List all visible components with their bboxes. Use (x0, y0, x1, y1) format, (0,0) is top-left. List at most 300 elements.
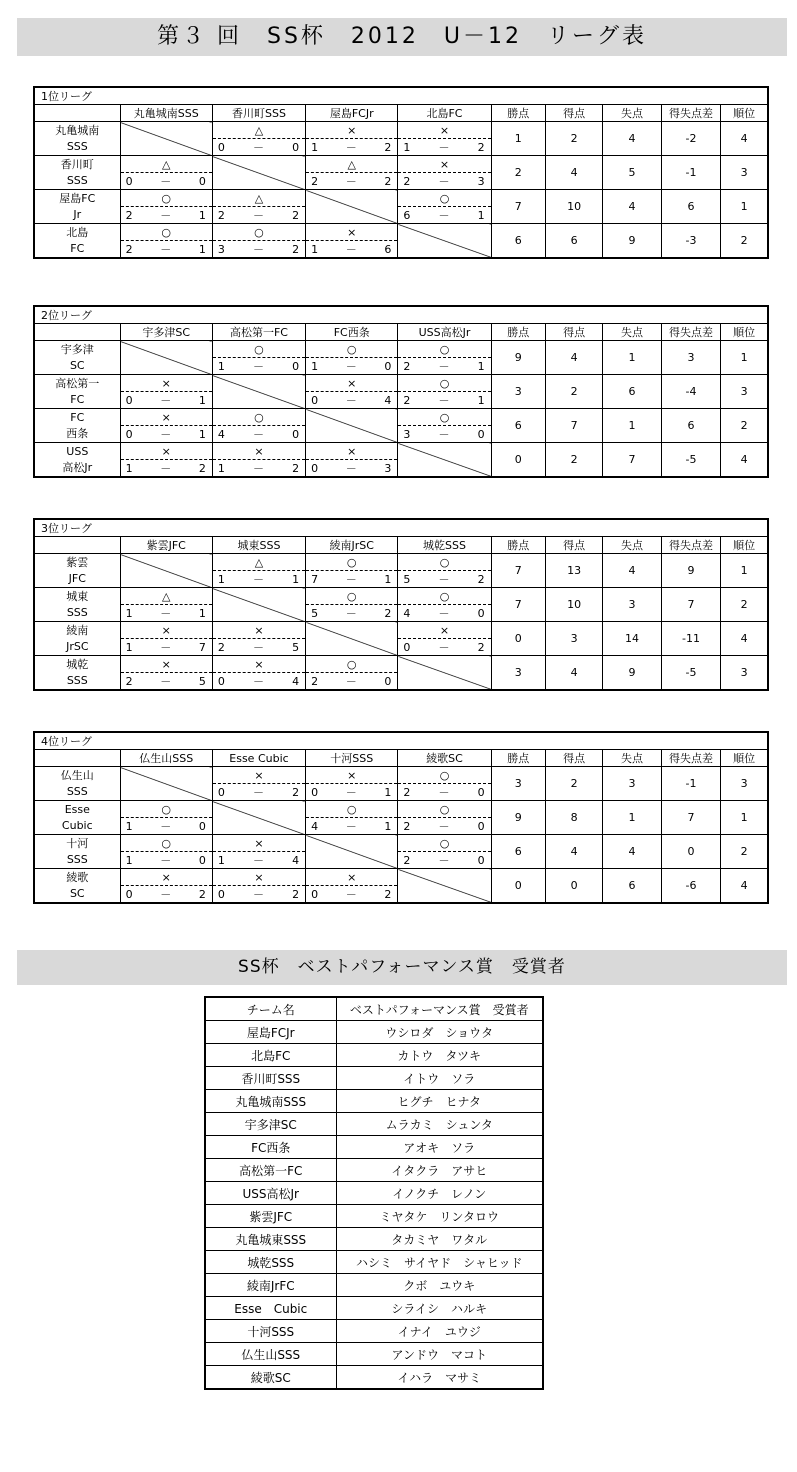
team-row (34, 156, 768, 173)
stat-value: 6 (491, 835, 545, 869)
row-team-name: 仏生山 (34, 767, 120, 784)
stat-value: -3 (661, 224, 720, 259)
score-dash: － (160, 427, 172, 441)
row-team-name-sub: Cubic (34, 818, 120, 835)
team-header: 城乾SSS (398, 537, 491, 554)
score-for: 2 (311, 174, 319, 188)
row-team-name-sub: SSS (34, 784, 120, 801)
awards-row (205, 1067, 543, 1090)
award-player: イトウ ソラ (336, 1067, 543, 1090)
stat-header: 得失点差 (661, 105, 720, 122)
result-symbol: × (306, 443, 398, 460)
stat-value: 7 (491, 588, 545, 622)
score-against: 7 (198, 640, 206, 654)
match-score (306, 818, 398, 835)
stat-header: 得失点差 (661, 324, 720, 341)
team-header: 高松第一FC (212, 324, 305, 341)
stat-value: 4 (545, 656, 602, 691)
self-match-cell (306, 622, 398, 656)
award-team: 屋島FCJr (205, 1021, 336, 1044)
score-against: 2 (384, 887, 392, 901)
match-score (306, 460, 398, 478)
result-symbol: ○ (398, 554, 491, 571)
award-player: ムラカミ シュンタ (336, 1113, 543, 1136)
score-against: 1 (384, 572, 392, 586)
score-for: 7 (311, 572, 319, 586)
match-score (306, 784, 398, 801)
stat-value: 4 (603, 122, 661, 156)
stat-header: 勝点 (491, 750, 545, 767)
stat-value: 1 (721, 190, 768, 224)
award-team: 高松第一FC (205, 1159, 336, 1182)
self-match-cell (120, 122, 212, 156)
result-symbol: ○ (212, 341, 305, 358)
score-dash: － (438, 853, 450, 867)
stat-value: 7 (603, 443, 661, 478)
match-score (306, 392, 398, 409)
result-symbol: × (120, 409, 212, 426)
result-symbol: ○ (398, 835, 491, 852)
score-for: 0 (125, 887, 133, 901)
score-for: 6 (403, 208, 411, 222)
result-symbol: ○ (306, 554, 398, 571)
result-symbol: ○ (398, 801, 491, 818)
score-dash: － (438, 359, 450, 373)
match-score (306, 241, 398, 259)
awards-header: ベストパフォーマンス賞 受賞者 (336, 997, 543, 1021)
score-dash: － (160, 242, 172, 256)
result-symbol: ○ (120, 224, 212, 241)
score-for: 2 (311, 674, 319, 688)
score-against: 1 (477, 393, 485, 407)
self-match-cell (306, 835, 398, 869)
stat-header: 順位 (721, 537, 768, 554)
stat-header: 得点 (545, 537, 602, 554)
team-header: 北島FC (398, 105, 491, 122)
result-symbol: × (306, 767, 398, 784)
self-match-cell (212, 375, 305, 409)
score-dash: － (160, 853, 172, 867)
league-title: 3位リーグ (34, 519, 768, 537)
score-dash: － (345, 572, 357, 586)
score-against: 0 (292, 140, 300, 154)
stat-value: 9 (491, 341, 545, 375)
score-for: 0 (217, 140, 225, 154)
match-score (120, 173, 212, 190)
score-dash: － (160, 887, 172, 901)
stat-value: 6 (661, 190, 720, 224)
league-title: 1位リーグ (34, 87, 768, 105)
match-score (398, 639, 491, 656)
score-against: 0 (384, 674, 392, 688)
award-team: 宇多津SC (205, 1113, 336, 1136)
stat-value: 4 (545, 341, 602, 375)
match-score (212, 852, 305, 869)
score-for: 1 (125, 819, 133, 833)
score-against: 5 (198, 674, 206, 688)
row-team-name: 城乾 (34, 656, 120, 673)
score-dash: － (438, 785, 450, 799)
team-header: 城東SSS (212, 537, 305, 554)
stat-value: 2 (721, 588, 768, 622)
row-team-name-sub: FC (34, 241, 120, 259)
match-score (398, 139, 491, 156)
row-team-name: 高松第一 (34, 375, 120, 392)
award-player: アオキ ソラ (336, 1136, 543, 1159)
score-dash: － (345, 174, 357, 188)
score-for: 2 (403, 174, 411, 188)
stat-value: 3 (603, 767, 661, 801)
score-dash: － (345, 887, 357, 901)
score-for: 0 (217, 887, 225, 901)
team-header: 十河SSS (306, 750, 398, 767)
score-for: 1 (403, 140, 411, 154)
stat-value: 2 (721, 835, 768, 869)
match-score (398, 207, 491, 224)
stat-value: 14 (603, 622, 661, 656)
row-team-name: Esse (34, 801, 120, 818)
team-row (34, 622, 768, 639)
match-score (212, 886, 305, 904)
corner-cell (34, 105, 120, 122)
stat-header: 順位 (721, 750, 768, 767)
row-team-name: FC (34, 409, 120, 426)
score-for: 1 (125, 461, 133, 475)
score-against: 1 (198, 242, 206, 256)
row-team-name: 香川町 (34, 156, 120, 173)
league-table (33, 305, 769, 478)
result-symbol: × (212, 443, 305, 460)
row-team-name-sub: Jr (34, 207, 120, 224)
stat-value: 0 (491, 443, 545, 478)
score-for: 2 (403, 819, 411, 833)
team-row (34, 341, 768, 358)
result-symbol: ○ (306, 801, 398, 818)
score-for: 1 (311, 242, 319, 256)
league-title: 4位リーグ (34, 732, 768, 750)
stat-value: 3 (491, 656, 545, 691)
result-symbol: × (120, 622, 212, 639)
self-match-cell (398, 869, 491, 904)
row-team-name-sub: SSS (34, 173, 120, 190)
stat-value: 6 (603, 375, 661, 409)
team-header: 屋島FCJr (306, 105, 398, 122)
stat-header: 得点 (545, 105, 602, 122)
score-for: 4 (403, 606, 411, 620)
award-team: USS高松Jr (205, 1182, 336, 1205)
score-dash: － (252, 785, 264, 799)
awards-row (205, 1044, 543, 1067)
result-symbol: × (212, 656, 305, 673)
match-score (398, 571, 491, 588)
award-player: イタクラ アサヒ (336, 1159, 543, 1182)
self-match-cell (212, 156, 305, 190)
score-dash: － (438, 572, 450, 586)
score-dash: － (345, 819, 357, 833)
stat-header: 勝点 (491, 537, 545, 554)
score-against: 1 (292, 572, 300, 586)
score-for: 0 (403, 640, 411, 654)
score-against: 2 (198, 887, 206, 901)
stat-header: 失点 (603, 324, 661, 341)
stat-value: 4 (721, 443, 768, 478)
row-team-name-sub: JFC (34, 571, 120, 588)
awards-row (205, 1021, 543, 1044)
team-header: 紫雲JFC (120, 537, 212, 554)
score-for: 0 (125, 393, 133, 407)
result-symbol: △ (120, 156, 212, 173)
match-score (306, 886, 398, 904)
row-team-name-sub: SC (34, 358, 120, 375)
score-for: 2 (217, 208, 225, 222)
score-dash: － (252, 674, 264, 688)
award-team: 北島FC (205, 1044, 336, 1067)
match-score (120, 605, 212, 622)
match-score (306, 571, 398, 588)
score-for: 0 (125, 427, 133, 441)
result-symbol: × (398, 622, 491, 639)
score-for: 5 (403, 572, 411, 586)
league-title: 2位リーグ (34, 306, 768, 324)
row-team-name-sub: SSS (34, 673, 120, 691)
score-dash: － (438, 606, 450, 620)
score-against: 2 (384, 140, 392, 154)
team-row (34, 443, 768, 460)
score-against: 0 (198, 174, 206, 188)
result-symbol: ○ (398, 409, 491, 426)
award-team: 紫雲JFC (205, 1205, 336, 1228)
score-against: 4 (292, 674, 300, 688)
score-against: 1 (198, 427, 206, 441)
stat-value: 3 (721, 375, 768, 409)
stat-value: -2 (661, 122, 720, 156)
stat-value: 9 (491, 801, 545, 835)
match-score (398, 784, 491, 801)
award-team: 丸亀城南SSS (205, 1090, 336, 1113)
result-symbol: ○ (306, 588, 398, 605)
match-score (120, 852, 212, 869)
score-against: 3 (477, 174, 485, 188)
result-symbol: ○ (120, 190, 212, 207)
score-for: 1 (311, 140, 319, 154)
match-score (212, 207, 305, 224)
award-player: クボ ユウキ (336, 1274, 543, 1297)
stat-header: 順位 (721, 105, 768, 122)
result-symbol: ○ (306, 341, 398, 358)
award-team: 綾歌SC (205, 1366, 336, 1390)
score-against: 2 (477, 640, 485, 654)
score-for: 0 (217, 674, 225, 688)
row-team-name-sub: FC (34, 392, 120, 409)
stat-value: 6 (491, 409, 545, 443)
score-against: 2 (384, 174, 392, 188)
awards-header-row (205, 997, 543, 1021)
award-team: FC西条 (205, 1136, 336, 1159)
result-symbol: ○ (398, 588, 491, 605)
stat-value: 7 (491, 554, 545, 588)
awards-row (205, 1366, 543, 1390)
score-against: 2 (292, 785, 300, 799)
award-player: イナイ ユウジ (336, 1320, 543, 1343)
stat-value: 6 (661, 409, 720, 443)
result-symbol: × (212, 767, 305, 784)
score-dash: － (345, 242, 357, 256)
award-player: イハラ マサミ (336, 1366, 543, 1390)
match-score (398, 818, 491, 835)
match-score (306, 358, 398, 375)
score-dash: － (252, 572, 264, 586)
stat-value: 7 (661, 588, 720, 622)
team-row (34, 835, 768, 852)
team-row (34, 801, 768, 818)
score-against: 1 (198, 393, 206, 407)
stat-value: 4 (545, 156, 602, 190)
score-against: 0 (198, 853, 206, 867)
score-for: 1 (125, 853, 133, 867)
score-for: 1 (217, 359, 225, 373)
score-dash: － (438, 208, 450, 222)
self-match-cell (306, 409, 398, 443)
row-team-name-sub: SC (34, 886, 120, 904)
stat-value: 6 (545, 224, 602, 259)
score-against: 1 (198, 606, 206, 620)
score-dash: － (345, 606, 357, 620)
row-team-name-sub: JrSC (34, 639, 120, 656)
match-score (212, 241, 305, 259)
team-header: 香川町SSS (212, 105, 305, 122)
score-for: 2 (125, 208, 133, 222)
stat-value: 1 (603, 341, 661, 375)
awards-row (205, 1159, 543, 1182)
award-team: 綾南JrFC (205, 1274, 336, 1297)
row-team-name: 北島 (34, 224, 120, 241)
result-symbol: ○ (398, 190, 491, 207)
score-for: 0 (311, 785, 319, 799)
result-symbol: △ (306, 156, 398, 173)
league-table (33, 86, 769, 259)
score-dash: － (438, 640, 450, 654)
match-score (212, 673, 305, 691)
match-score (306, 605, 398, 622)
stat-value: 3 (545, 622, 602, 656)
match-score (212, 784, 305, 801)
award-player: シライシ ハルキ (336, 1297, 543, 1320)
result-symbol: △ (212, 190, 305, 207)
stat-value: 1 (721, 341, 768, 375)
stat-header: 失点 (603, 105, 661, 122)
stat-value: 4 (603, 554, 661, 588)
result-symbol: ○ (306, 656, 398, 673)
row-team-name: 城東 (34, 588, 120, 605)
stat-value: 3 (603, 588, 661, 622)
stat-header: 失点 (603, 750, 661, 767)
score-dash: － (345, 785, 357, 799)
stat-value: 0 (661, 835, 720, 869)
stat-value: 7 (491, 190, 545, 224)
result-symbol: × (212, 622, 305, 639)
match-score (398, 358, 491, 375)
score-against: 2 (292, 887, 300, 901)
result-symbol: × (120, 656, 212, 673)
stat-value: 3 (721, 767, 768, 801)
row-team-name: USS (34, 443, 120, 460)
stat-value: 2 (491, 156, 545, 190)
match-score (212, 358, 305, 375)
result-symbol: ○ (398, 341, 491, 358)
score-against: 1 (198, 208, 206, 222)
score-dash: － (438, 427, 450, 441)
awards-row (205, 1090, 543, 1113)
team-header: 綾南JrSC (306, 537, 398, 554)
stat-value: -6 (661, 869, 720, 904)
result-symbol: ○ (398, 375, 491, 392)
team-header: 宇多津SC (120, 324, 212, 341)
corner-cell (34, 750, 120, 767)
score-for: 0 (311, 393, 319, 407)
score-against: 1 (477, 359, 485, 373)
award-team: 仏生山SSS (205, 1343, 336, 1366)
stat-value: 4 (721, 122, 768, 156)
score-for: 1 (311, 359, 319, 373)
awards-row (205, 1343, 543, 1366)
match-score (120, 241, 212, 259)
stat-value: 0 (545, 869, 602, 904)
score-dash: － (252, 242, 264, 256)
match-score (120, 426, 212, 443)
score-for: 5 (311, 606, 319, 620)
score-for: 1 (125, 640, 133, 654)
score-dash: － (160, 461, 172, 475)
score-for: 2 (403, 785, 411, 799)
match-score (212, 426, 305, 443)
stat-value: 1 (603, 409, 661, 443)
stat-value: 0 (491, 622, 545, 656)
result-symbol: × (212, 869, 305, 886)
result-symbol: △ (120, 588, 212, 605)
award-team: 城乾SSS (205, 1251, 336, 1274)
score-dash: － (252, 640, 264, 654)
league-table (33, 731, 769, 904)
award-team: Esse Cubic (205, 1297, 336, 1320)
corner-cell (34, 324, 120, 341)
score-against: 1 (384, 819, 392, 833)
award-player: ハシミ サイヤド シャヒッド (336, 1251, 543, 1274)
awards-table (204, 996, 544, 1390)
match-score (120, 639, 212, 656)
awards-row (205, 1274, 543, 1297)
self-match-cell (120, 554, 212, 588)
result-symbol: × (306, 122, 398, 139)
result-symbol: × (306, 375, 398, 392)
score-dash: － (345, 393, 357, 407)
score-dash: － (160, 393, 172, 407)
row-team-name: 綾南 (34, 622, 120, 639)
score-dash: － (252, 853, 264, 867)
stat-value: -4 (661, 375, 720, 409)
score-dash: － (345, 674, 357, 688)
award-team: 香川町SSS (205, 1067, 336, 1090)
match-score (398, 605, 491, 622)
result-symbol: △ (212, 122, 305, 139)
row-team-name-sub: SSS (34, 852, 120, 869)
score-for: 3 (403, 427, 411, 441)
row-team-name: 丸亀城南 (34, 122, 120, 139)
score-against: 1 (384, 785, 392, 799)
score-for: 2 (403, 393, 411, 407)
score-for: 2 (217, 640, 225, 654)
stat-value: -5 (661, 656, 720, 691)
team-row (34, 122, 768, 139)
